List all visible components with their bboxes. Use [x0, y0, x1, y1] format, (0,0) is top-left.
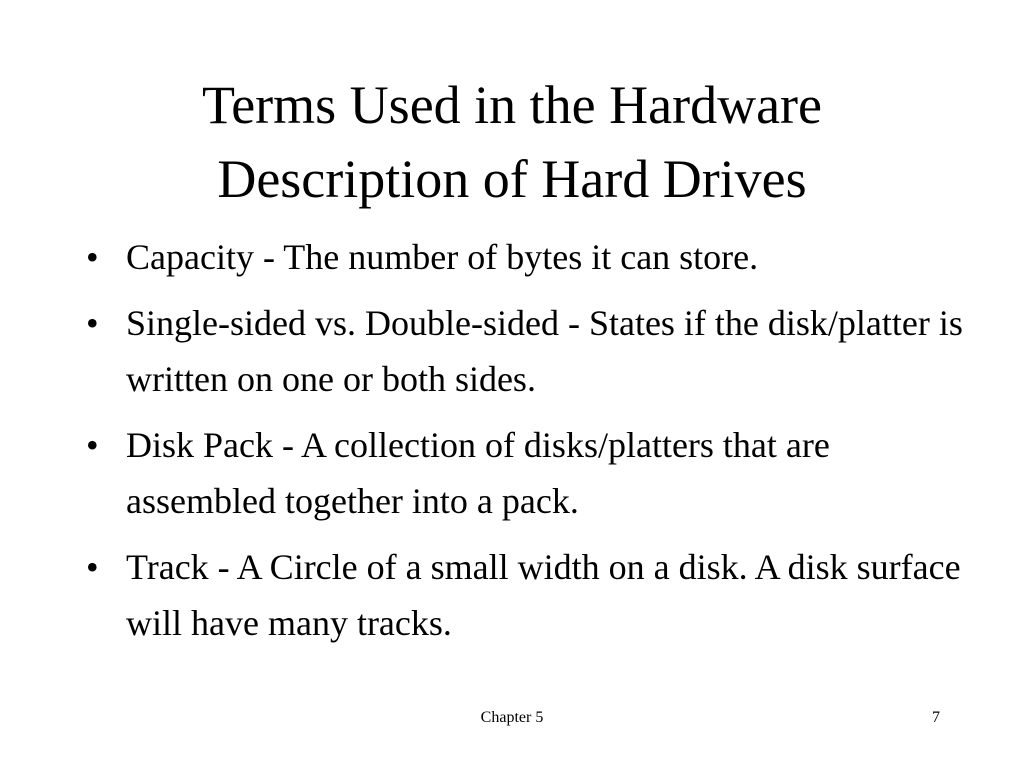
- bullet-icon: •: [86, 303, 99, 343]
- bullet-icon: •: [86, 237, 99, 277]
- bullet-text: Track - A Circle of a small width on a disk. A disk surface will have many tracks.: [126, 547, 961, 643]
- bullet-item-single-double-sided: [86, 295, 966, 407]
- slide-title-line: Terms Used in the Hardware: [202, 75, 822, 135]
- bullet-list: [86, 229, 966, 661]
- footer-chapter: Chapter 5: [480, 709, 544, 726]
- slide-title: [0, 68, 1024, 216]
- bullet-item-capacity: [86, 229, 966, 285]
- bullet-text: Capacity - The number of bytes it can store.: [126, 237, 759, 277]
- bullet-icon: •: [86, 547, 99, 587]
- bullet-text: Single-sided vs. Double-sided - States if the disk/platter is written on one or both sides.: [126, 303, 963, 399]
- footer-page-number: 7: [932, 709, 940, 726]
- bullet-icon: •: [86, 425, 99, 465]
- bullet-item-disk-pack: [86, 417, 966, 529]
- bullet-item-track: [86, 539, 966, 651]
- slide-title-line: Description of Hard Drives: [217, 149, 807, 209]
- bullet-text: Disk Pack - A collection of disks/platters that are assembled together into a pack.: [126, 425, 830, 521]
